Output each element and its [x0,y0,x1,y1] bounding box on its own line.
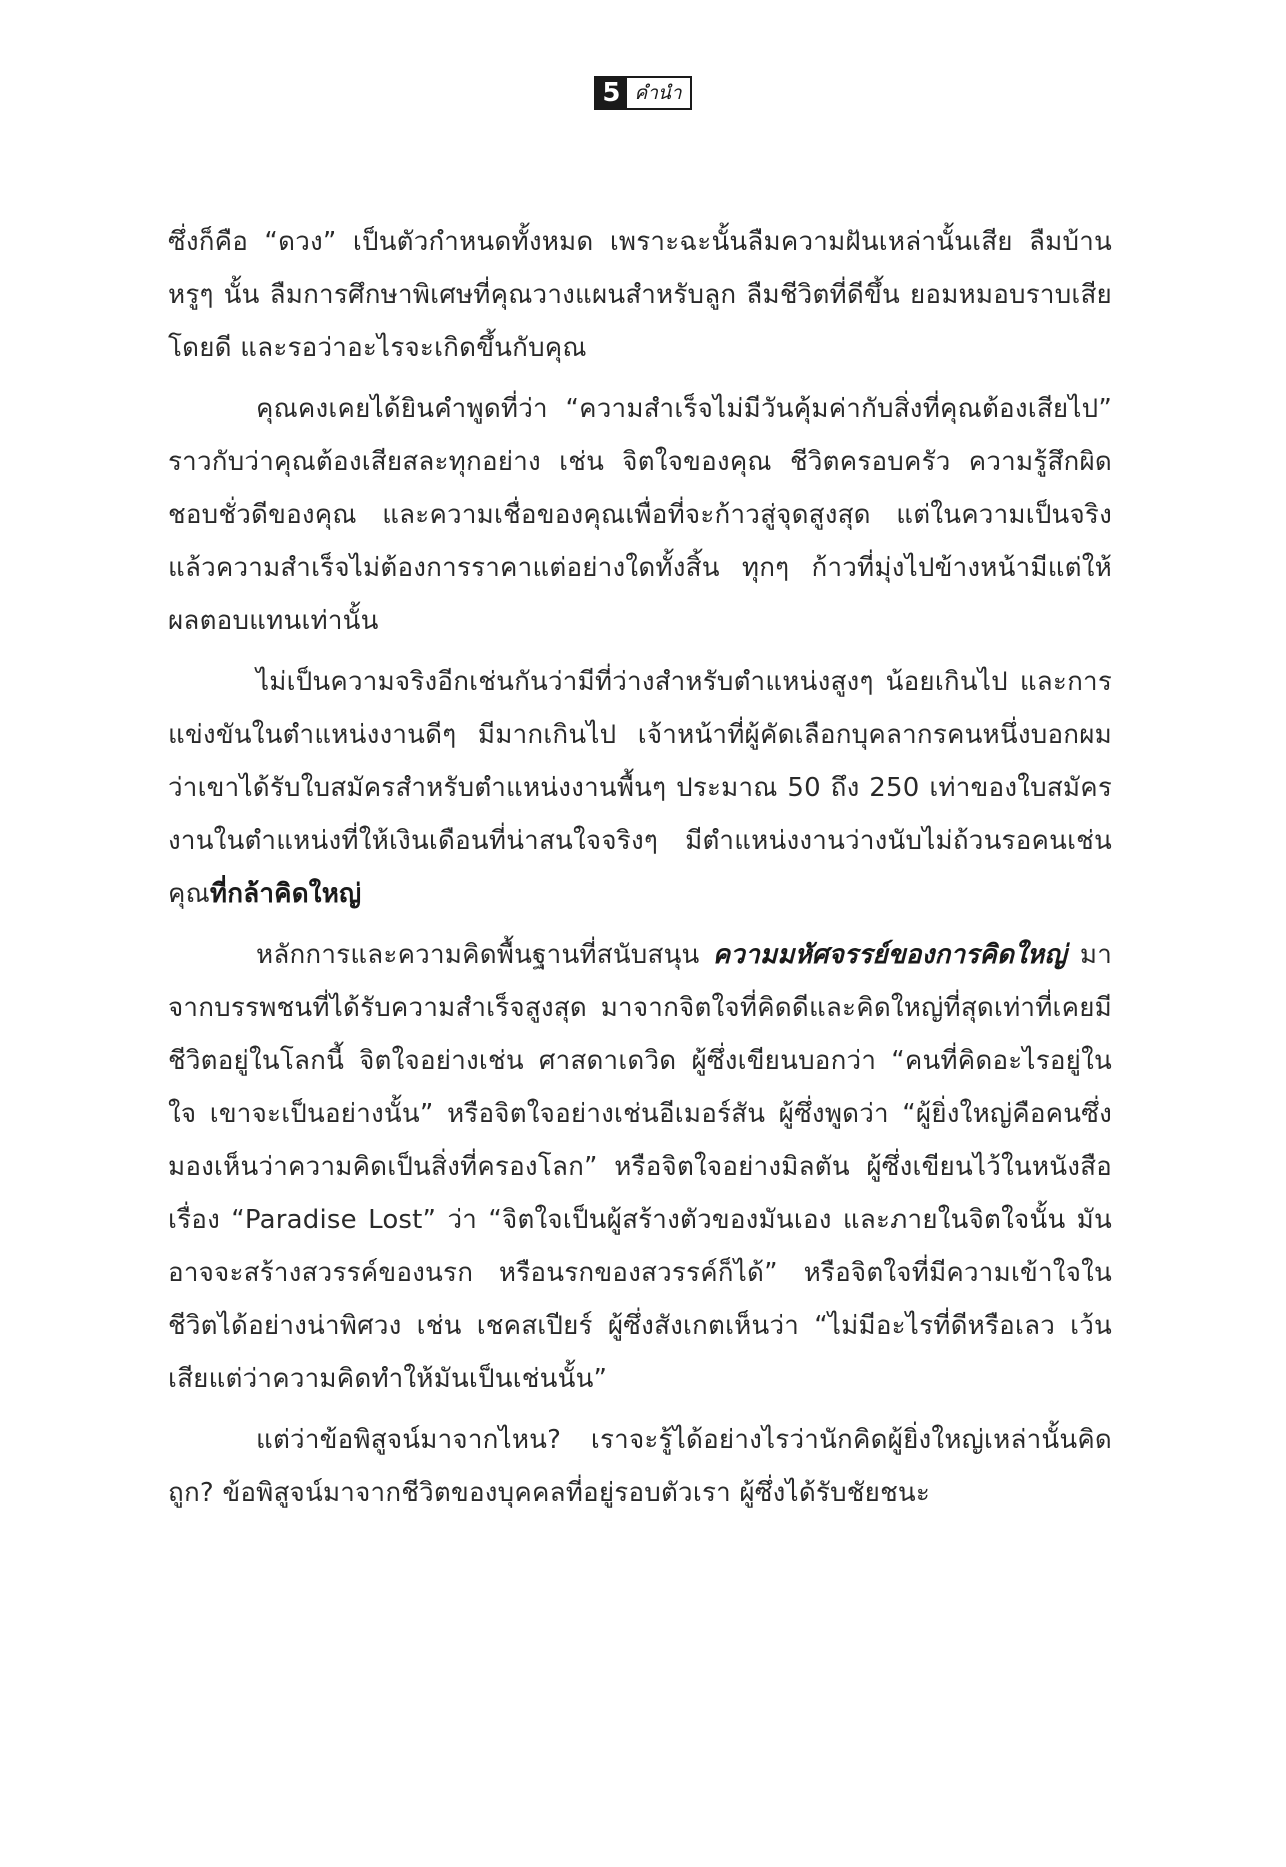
chapter-title: คำนำ [634,82,682,104]
paragraph-3-bold: ที่กล้าคิดใหญ่ [209,879,362,909]
page-header [0,76,1286,110]
paragraph-2: คุณคงเคยได้ยินคำพูดที่ว่า “ความสำเร็จไม่มีวันคุ้มค่ากับสิ่งที่คุณต้องเสียไป” ราวกับว่าคุณต้องเสียสละทุกอย่าง เช่น จิตใจของคุณ ชีวิตครอบครัว ความรู้สึกผิดชอบชั่วดีของคุณ และความเชื่อของคุณเพื่อที่จะก้าวสู่จุดสูงสุด แต่ในความเป็นจริงแล้วความสำเร็จไม่ต้องการราคาแต่อย่างใดทั้งสิ้น ทุกๆ ก้าวที่มุ่งไปข้างหน้ามีแต่ให้ผลตอบแทนเท่านั้น [168,394,1112,636]
paragraph-3 [168,656,1112,921]
paragraph-4 [168,929,1112,1406]
page-number: 5 [596,78,626,108]
paragraph-1: ซึ่งก็คือ “ดวง” เป็นตัวกำหนดทั้งหมด เพราะฉะนั้นลืมความฝันเหล่านั้นเสีย ลืมบ้านหรูๆ นั้น ลืมการศึกษาพิเศษที่คุณวางแผนสำหรับลูก ลืมชีวิตที่ดีขึ้น ยอมหมอบราบเสียโดยดี และรอว่าอะไรจะเกิดขึ้นกับคุณ [168,227,1112,363]
paragraph-3-text: ไม่เป็นความจริงอีกเช่นกันว่ามีที่ว่างสำหรับตำแหน่งสูงๆ น้อยเกินไป และการแข่งขันในตำแหน่งงานดีๆ มีมากเกินไป เจ้าหน้าที่ผู้คัดเลือกบุคลากรคนหนึ่งบอกผมว่าเขาได้รับใบสมัครสำหรับตำแหน่งงานพื้นๆ ประมาณ 50 ถึง 250 เท่าของใบสมัครงานในตำแหน่งที่ให้เงินเดือนที่น่าสนใจจริงๆ มีตำแหน่งงานว่างนับไม่ถ้วนรอคนเช่นคุณ [168,667,1112,909]
paragraph-4-rest: มาจากบรรพชนที่ได้รับความสำเร็จสูงสุด มาจากจิตใจที่คิดดีและคิดใหญ่ที่สุดเท่าที่เคยมีชีวิตอยู่ในโลกนี้ จิตใจอย่างเช่น ศาสดาเดวิด ผู้ซึ่งเขียนบอกว่า “คนที่คิดอะไรอยู่ในใจ เขาจะเป็นอย่างนั้น” หรือจิตใจอย่างเช่นอีเมอร์สัน ผู้ซึ่งพูดว่า “ผู้ยิ่งใหญ่คือคนซึ่งมองเห็นว่าความคิดเป็นสิ่งที่ครองโลก” หรือจิตใจอย่างมิลตัน ผู้ซึ่งเขียนไว้ในหนังสือเรื่อง “Paradise Lost” ว่า “จิตใจเป็นผู้สร้างตัวของมันเอง และภายในจิตใจนั้น มันอาจจะสร้างสวรรค์ของนรก หรือนรกของสวรรค์ก็ได้” หรือจิตใจที่มีความเข้าใจในชีวิตได้อย่างน่าพิศวง เช่น เชคสเปียร์ ผู้ซึ่งสังเกตเห็นว่า “ไม่มีอะไรที่ดีหรือเลว เว้นเสียแต่ว่าความคิดทำให้มันเป็นเช่นนั้น” [168,940,1112,1394]
paragraph-5: แต่ว่าข้อพิสูจน์มาจากไหน? เราจะรู้ได้อย่างไรว่านักคิดผู้ยิ่งใหญ่เหล่านั้นคิดถูก? ข้อพิสูจน์มาจากชีวิตของบุคคลที่อยู่รอบตัวเรา ผู้ซึ่งได้รับชัยชนะ [168,1425,1112,1508]
paragraph-4-lead: หลักการและความคิดพื้นฐานที่สนับสนุน [256,940,713,970]
chapter-header-box [594,76,691,110]
book-title-emphasis: ความมหัศจรรย์ของการคิดใหญ่ [712,940,1067,970]
page-body [168,216,1112,1528]
